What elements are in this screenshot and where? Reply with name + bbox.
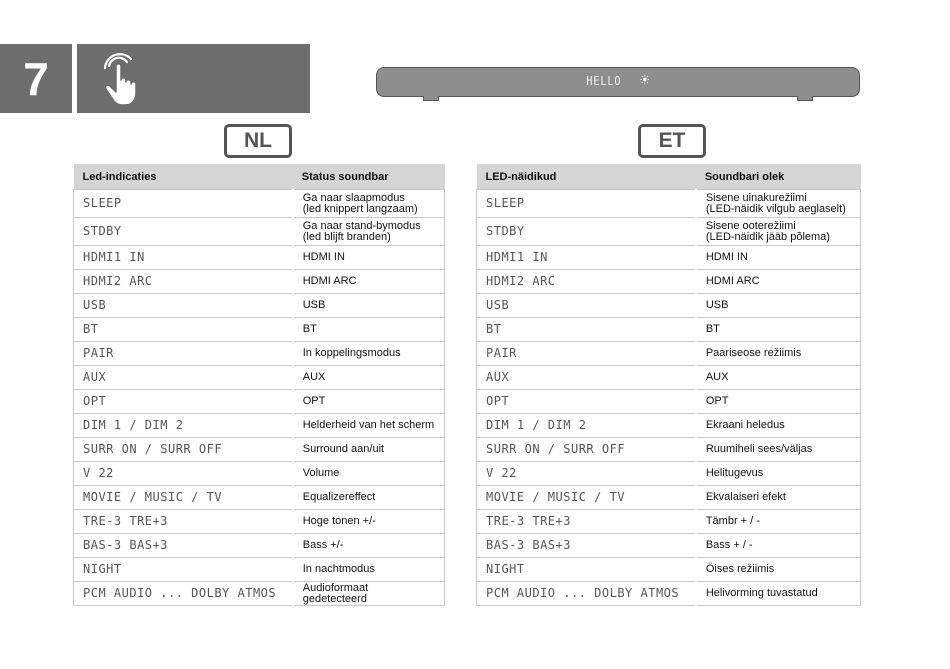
led-indicator-text: SLEEP — [477, 190, 696, 218]
led-indicator-text: HDMI2 ARC — [477, 270, 696, 294]
step-icon-box — [77, 44, 310, 113]
status-text: Equalizereffect — [293, 486, 445, 510]
table-row — [74, 486, 445, 510]
led-indicator-text: PAIR — [477, 342, 696, 366]
status-text: Volume — [293, 462, 445, 486]
led-indicator-text: OPT — [477, 390, 696, 414]
status-text: Sisene uinakurežiimi (LED-näidik vilgub aeglaselt) — [696, 190, 861, 218]
led-indicator-text: SLEEP — [74, 190, 293, 218]
status-text: HDMI IN — [696, 246, 861, 270]
led-indicator-text: PAIR — [74, 342, 293, 366]
led-indicator-text: BAS-3 BAS+3 — [74, 534, 293, 558]
status-text: Helderheid van het scherm — [293, 414, 445, 438]
lang-label-nl: NL — [224, 124, 292, 158]
led-indicator-text: V 22 — [477, 462, 696, 486]
status-text: Öises režiimis — [696, 558, 861, 582]
step-number: 7 — [0, 44, 72, 113]
header-led: LED-näidikud — [477, 164, 696, 190]
table-row — [477, 438, 861, 462]
led-table-et — [476, 164, 861, 606]
led-indicator-text: BAS-3 BAS+3 — [477, 534, 696, 558]
status-text: Ekvalaiseri efekt — [696, 486, 861, 510]
status-text: Ga naar stand-bymodus (led blijft branden) — [293, 218, 445, 246]
status-text: HDMI ARC — [293, 270, 445, 294]
table-row — [477, 270, 861, 294]
led-indicator-text: BT — [74, 318, 293, 342]
table-row — [477, 534, 861, 558]
sun-icon — [640, 74, 649, 88]
led-indicator-text: PCM AUDIO ... DOLBY ATMOS — [74, 582, 293, 606]
status-text: Ga naar slaapmodus (led knippert langzaam) — [293, 190, 445, 218]
status-text: HDMI IN — [293, 246, 445, 270]
status-text: USB — [696, 294, 861, 318]
status-text: AUX — [293, 366, 445, 390]
table-row — [74, 190, 445, 218]
led-indicator-text: TRE-3 TRE+3 — [477, 510, 696, 534]
table-row — [74, 582, 445, 606]
table-row — [74, 294, 445, 318]
status-text: Audioformaat gedetecteerd — [293, 582, 445, 606]
status-text: In koppelingsmodus — [293, 342, 445, 366]
status-text: Surround aan/uit — [293, 438, 445, 462]
table-row — [477, 190, 861, 218]
table-row — [477, 342, 861, 366]
led-indicator-text: HDMI1 IN — [477, 246, 696, 270]
led-indicator-text: AUX — [74, 366, 293, 390]
status-text: BT — [293, 318, 445, 342]
table-row — [477, 414, 861, 438]
led-indicator-text: DIM 1 / DIM 2 — [74, 414, 293, 438]
table-row — [74, 414, 445, 438]
led-indicator-text: USB — [74, 294, 293, 318]
table-row — [74, 342, 445, 366]
table-row — [74, 318, 445, 342]
status-text: Hoge tonen +/- — [293, 510, 445, 534]
led-indicator-text: HDMI2 ARC — [74, 270, 293, 294]
led-indicator-text: DIM 1 / DIM 2 — [477, 414, 696, 438]
hand-touch-icon — [97, 50, 147, 108]
table-row — [477, 218, 861, 246]
status-text: Helitugevus — [696, 462, 861, 486]
status-text: AUX — [696, 366, 861, 390]
table-row — [74, 462, 445, 486]
led-indicator-text: USB — [477, 294, 696, 318]
header-status: Soundbari olek — [696, 164, 861, 190]
led-indicator-text: TRE-3 TRE+3 — [74, 510, 293, 534]
table-row — [74, 270, 445, 294]
table-row — [74, 534, 445, 558]
table-row — [477, 510, 861, 534]
table-row — [74, 366, 445, 390]
status-text: USB — [293, 294, 445, 318]
header-status: Status soundbar — [293, 164, 445, 190]
led-indicator-text: MOVIE / MUSIC / TV — [74, 486, 293, 510]
table-row — [477, 462, 861, 486]
status-text: OPT — [696, 390, 861, 414]
led-indicator-text: PCM AUDIO ... DOLBY ATMOS — [477, 582, 696, 606]
led-indicator-text: STDBY — [477, 218, 696, 246]
table-row — [74, 558, 445, 582]
table-row — [477, 246, 861, 270]
status-text: Bass + / - — [696, 534, 861, 558]
table-row — [477, 390, 861, 414]
led-indicator-text: V 22 — [74, 462, 293, 486]
status-text: OPT — [293, 390, 445, 414]
led-table-nl — [73, 164, 445, 606]
led-indicator-text: STDBY — [74, 218, 293, 246]
status-text: In nachtmodus — [293, 558, 445, 582]
table-row — [74, 510, 445, 534]
table-row — [477, 366, 861, 390]
status-text: Bass +/- — [293, 534, 445, 558]
status-text: Helivorming tuvastatud — [696, 582, 861, 606]
status-text: Paariseose režiimis — [696, 342, 861, 366]
soundbar-illustration — [376, 67, 860, 97]
led-indicator-text: SURR ON / SURR OFF — [477, 438, 696, 462]
table-row — [477, 294, 861, 318]
soundbar-display-text: HELLO — [586, 74, 622, 88]
status-text: Ekraani heledus — [696, 414, 861, 438]
status-text: Ruumiheli sees/väljas — [696, 438, 861, 462]
table-row — [477, 558, 861, 582]
lang-label-et: ET — [638, 124, 706, 158]
status-text: Tämbr + / - — [696, 510, 861, 534]
led-indicator-text: MOVIE / MUSIC / TV — [477, 486, 696, 510]
table-row — [74, 390, 445, 414]
led-indicator-text: SURR ON / SURR OFF — [74, 438, 293, 462]
table-row — [74, 246, 445, 270]
table-row — [477, 486, 861, 510]
table-row — [477, 582, 861, 606]
status-text: HDMI ARC — [696, 270, 861, 294]
led-indicator-text: OPT — [74, 390, 293, 414]
header-led: Led-indicaties — [74, 164, 293, 190]
table-row — [74, 218, 445, 246]
led-indicator-text: NIGHT — [74, 558, 293, 582]
table-row — [477, 318, 861, 342]
led-indicator-text: NIGHT — [477, 558, 696, 582]
status-text: Sisene ooterežiimi (LED-näidik jääb põlema) — [696, 218, 861, 246]
led-indicator-text: BT — [477, 318, 696, 342]
led-indicator-text: AUX — [477, 366, 696, 390]
status-text: BT — [696, 318, 861, 342]
led-indicator-text: HDMI1 IN — [74, 246, 293, 270]
table-row — [74, 438, 445, 462]
